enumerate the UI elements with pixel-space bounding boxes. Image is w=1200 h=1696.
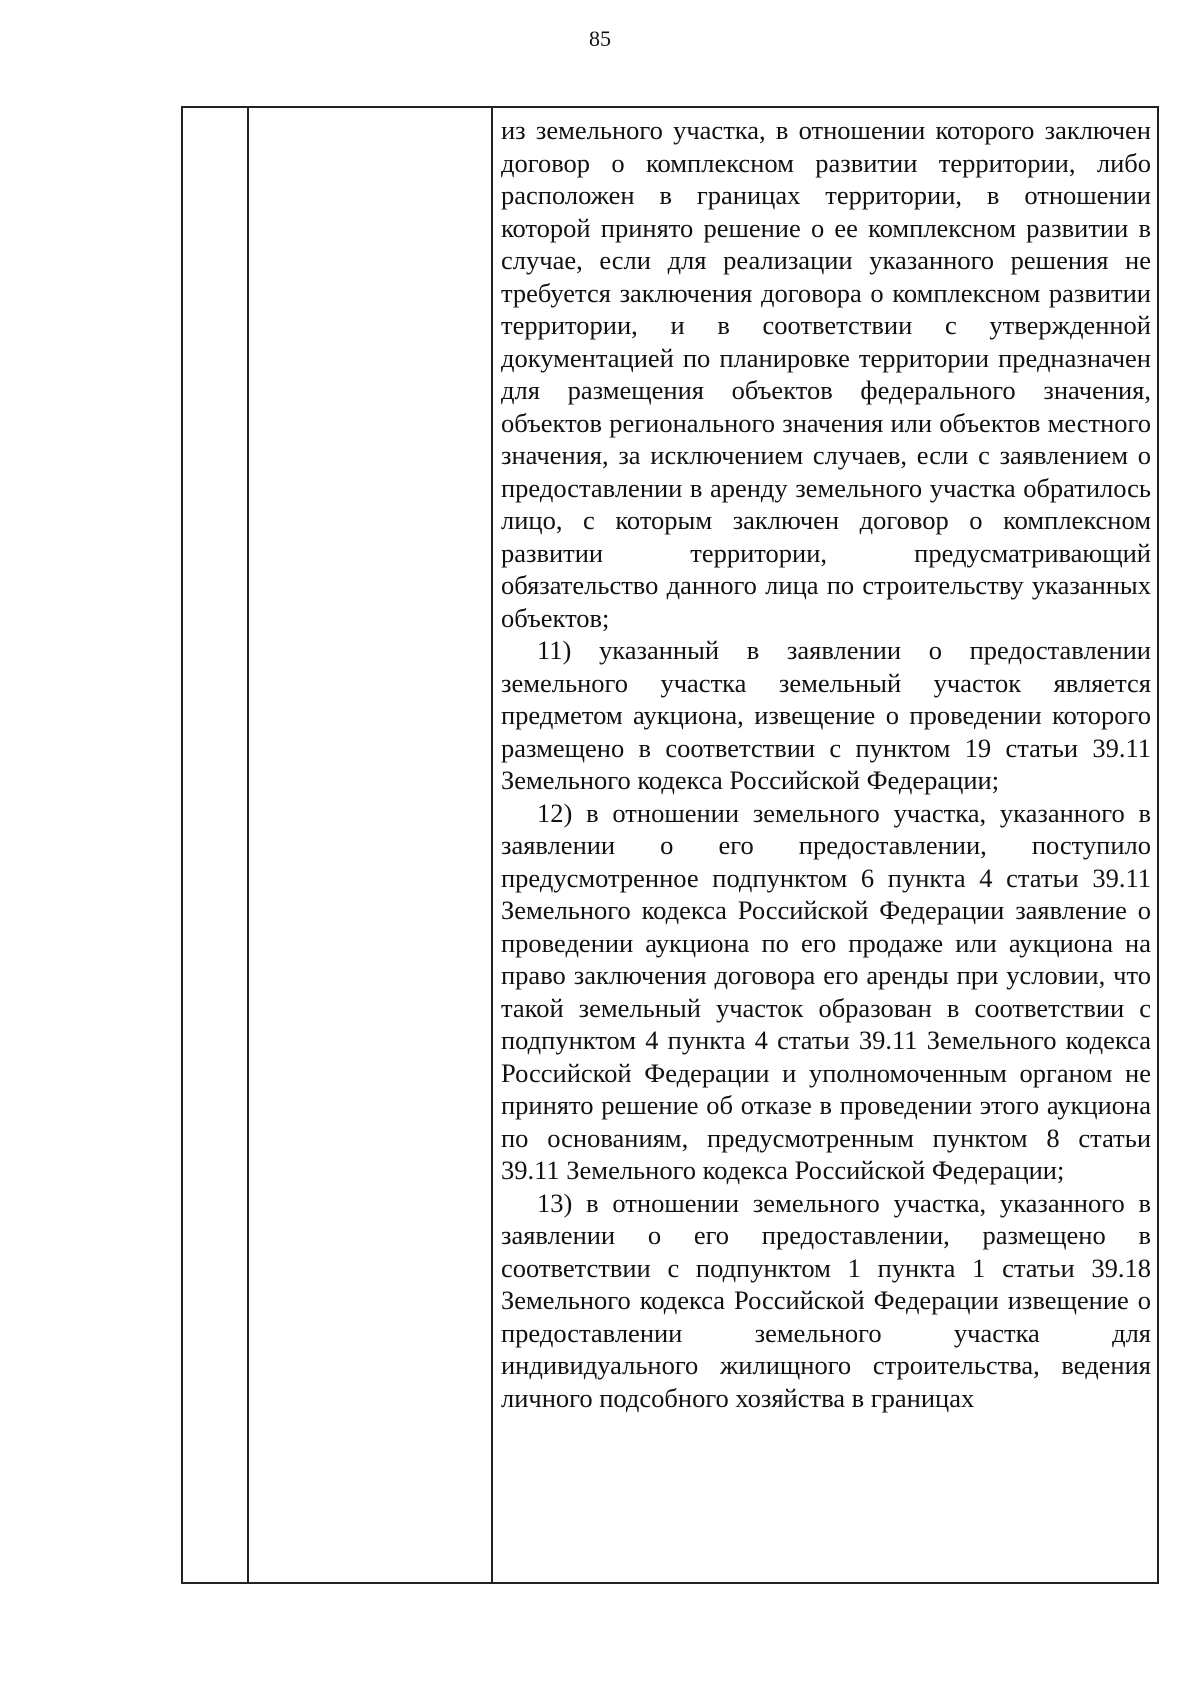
paragraph-item-12: 12) в отношении земельного участка, указанного в заявлении о его предоставлении, поступило предусмотренное подпунктом 6 пункта 4 статьи 39.11 Земельного кодекса Российской Федерации заявление о проведении аукциона по его продаже или аукциона на право заключения договора его аренды при условии, что такой земельный участок образован в соответствии с подпунктом 4 пункта 4 статьи 39.11 Земельного кодекса Российской Федерации и уполномоченным органом не принято решение об отказе в проведении этого аукциона по основаниям, предусмотренным пунктом 8 статьи 39.11 Земельного кодекса Российской Федерации;: [501, 797, 1151, 1185]
paragraph-item-13: 13) в отношении земельного участка, указанного в заявлении о его предоставлении, размещено в соответствии с подпунктом 1 пункта 1 статьи 39.18 Земельного кодекса Российской Федерации извещение о предоставлении земельного участка для индивидуального жилищного строительства, ведения личного подсобного хозяйства в границах: [501, 1187, 1151, 1413]
table-column-divider: [247, 108, 249, 1582]
paragraph-continuation: из земельного участка, в отношении которого заключен договор о комплексном развитии территории, либо расположен в границах территории, в отношении которой принято решение о ее комплексном развитии в случае, если для реализации указанного решения не требуется заключения договора о комплексном развитии территории, и в соответствии с утвержденной документацией по планировке территории предназначен для размещения объектов федерального значения, объектов регионального значения или объектов местного значения, за исключением случаев, если с заявлением о предоставлении в аренду земельного участка обратилось лицо, с которым заключен договор о комплексном развитии территории, предусматривающий обязательство данного лица по строительству указанных объектов;: [501, 115, 1151, 633]
table-column-divider: [491, 108, 493, 1582]
paragraph-item-11: 11) указанный в заявлении о предоставлении земельного участка земельный участок является предметом аукциона, извещение о проведении которого размещено в соответствии с пунктом 19 статьи 39.11 Земельного кодекса Российской Федерации;: [501, 635, 1151, 795]
page-number: 85: [589, 26, 611, 51]
document-table: [181, 106, 1159, 1584]
table-text-cell: [501, 114, 1151, 1414]
